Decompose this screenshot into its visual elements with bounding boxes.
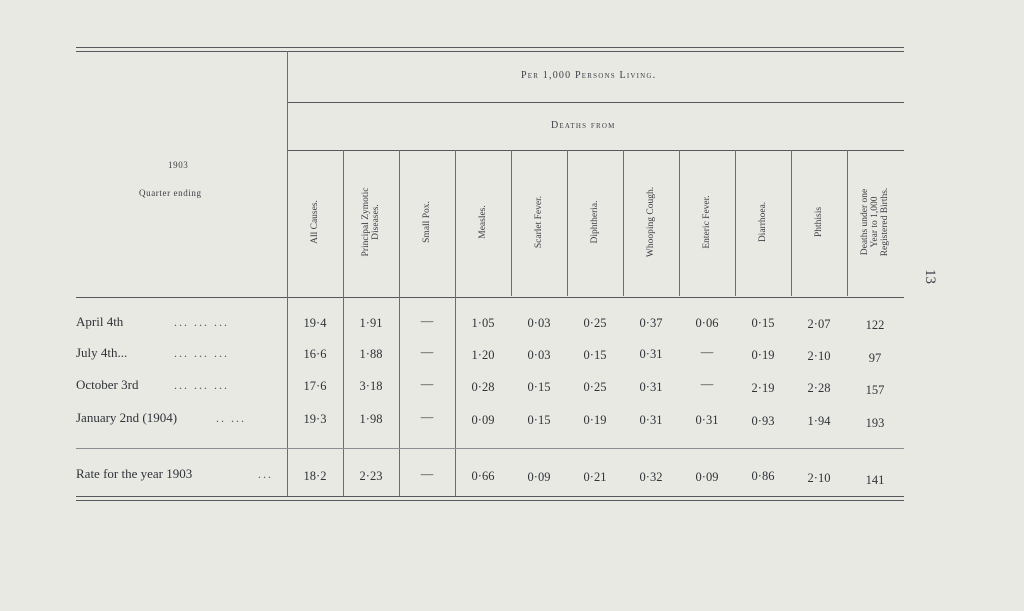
table-cell: 0·21	[583, 470, 607, 484]
table-cell: —	[700, 377, 714, 391]
row-label: January 2nd (1904)	[76, 410, 178, 425]
table-cell: 0·28	[471, 380, 495, 394]
table-cell: 3·18	[359, 379, 383, 393]
table-cell: 0·15	[527, 413, 551, 427]
table-cell: 1·88	[359, 347, 383, 361]
row-leader-dots: ... ... ...	[174, 378, 229, 392]
table-cell: 1·94	[807, 414, 831, 428]
col-head-small-pox: Small Pox.	[422, 201, 432, 243]
quarter-ending-label: Quarter ending	[139, 188, 202, 198]
deaths-from-rule	[287, 150, 904, 151]
col-sep	[343, 150, 344, 496]
col-head-zymotic: Principal Zymotic Diseases.	[361, 187, 381, 257]
table-cell: 2·10	[807, 349, 831, 363]
table-cell: —	[420, 410, 434, 424]
total-row-label: Rate for the year 1903	[76, 466, 193, 481]
row-leader-dots: ... ... ...	[174, 346, 229, 360]
table-cell: 122	[865, 318, 885, 332]
table-cell: 0·15	[751, 316, 775, 330]
col-head-enteric-fever: Enteric Fever.	[702, 195, 712, 249]
quarter-column-separator	[287, 51, 288, 496]
table-cell: 0·09	[527, 470, 551, 484]
table-cell: 157	[865, 383, 885, 397]
table-cell: 2·23	[359, 469, 383, 483]
table-cell: 1·20	[471, 348, 495, 362]
row-leader-dots: ... ... ...	[174, 315, 229, 329]
col-head-all-causes: All Causes.	[310, 200, 320, 244]
bottom-rule	[76, 496, 904, 497]
per-persons-rule	[287, 102, 904, 103]
table-cell: 19·3	[303, 412, 327, 426]
table-cell: 0·15	[527, 380, 551, 394]
table-cell: —	[700, 345, 714, 359]
table-cell: 0·15	[583, 348, 607, 362]
col-sep	[679, 150, 680, 296]
col-sep	[735, 150, 736, 296]
table-cell: 193	[865, 416, 885, 430]
table-cell: 17·6	[303, 379, 327, 393]
row-leader-dots: .. ...	[216, 411, 246, 425]
header-bottom-rule	[76, 297, 904, 298]
table-cell: 0·19	[751, 348, 775, 362]
table-cell: 18·2	[303, 469, 327, 483]
table-cell: 97	[868, 351, 882, 365]
table-cell: 0·03	[527, 348, 551, 362]
col-head-phthisis: Phthisis	[814, 206, 824, 238]
table-cell: 1·98	[359, 412, 383, 426]
table-cell: 2·28	[807, 381, 831, 395]
table-cell: 0·93	[751, 414, 775, 428]
col-sep	[399, 150, 400, 496]
table-cell: 0·31	[639, 347, 663, 361]
total-rule	[76, 448, 904, 449]
table-cell: 2·07	[807, 317, 831, 331]
row-label: April 4th	[76, 314, 124, 329]
table-cell: —	[420, 467, 434, 481]
table-cell: 16·6	[303, 347, 327, 361]
top-rule-2	[76, 51, 904, 52]
table-cell: 0·66	[471, 469, 495, 483]
table-cell: 141	[865, 473, 885, 487]
table-cell: 1·05	[471, 316, 495, 330]
table-cell: 0·19	[583, 413, 607, 427]
table-cell: 0·09	[471, 413, 495, 427]
col-sep	[455, 150, 456, 496]
bottom-rule-2	[76, 500, 904, 501]
col-head-diarrhoea: Diarrhoea.	[758, 201, 768, 243]
col-head-infant-deaths: Deaths under one Year to 1,000 Registered Births.	[860, 187, 890, 257]
table-cell: 0·06	[695, 316, 719, 330]
table-cell: 0·31	[639, 413, 663, 427]
table-cell: 0·09	[695, 470, 719, 484]
row-leader-dots: ...	[258, 467, 273, 481]
year-label: 1903	[168, 160, 189, 170]
col-sep	[567, 150, 568, 296]
table-cell: 0·31	[639, 380, 663, 394]
table-cell: 1·91	[359, 316, 383, 330]
row-label: July 4th...	[76, 345, 128, 360]
col-head-diphtheria: Diphtheria.	[590, 200, 600, 244]
table-cell: 0·03	[527, 316, 551, 330]
col-head-scarlet-fever: Scarlet Fever.	[534, 195, 544, 249]
col-sep	[623, 150, 624, 296]
table-cell: 0·25	[583, 380, 607, 394]
table-cell: —	[420, 377, 434, 391]
col-head-measles: Measles.	[478, 205, 488, 239]
col-sep	[847, 150, 848, 296]
row-label: October 3rd	[76, 377, 139, 392]
table-cell: 0·32	[639, 470, 663, 484]
table-cell: 19·4	[303, 316, 327, 330]
col-sep	[511, 150, 512, 296]
table-cell: —	[420, 345, 434, 359]
table-cell: 2·10	[807, 471, 831, 485]
table-cell: 0·37	[639, 316, 663, 330]
col-sep	[791, 150, 792, 296]
deaths-from-heading: Deaths from	[551, 120, 616, 131]
table-cell: —	[420, 314, 434, 328]
table-cell: 0·86	[751, 469, 775, 483]
col-head-whooping-cough: Whooping Cough.	[646, 186, 656, 258]
table-cell: 2·19	[751, 381, 775, 395]
page-number: 13	[922, 269, 938, 284]
top-rule	[76, 47, 904, 48]
per-persons-heading: Per 1,000 Persons Living.	[521, 70, 657, 81]
table-cell: 0·25	[583, 316, 607, 330]
table-cell: 0·31	[695, 413, 719, 427]
